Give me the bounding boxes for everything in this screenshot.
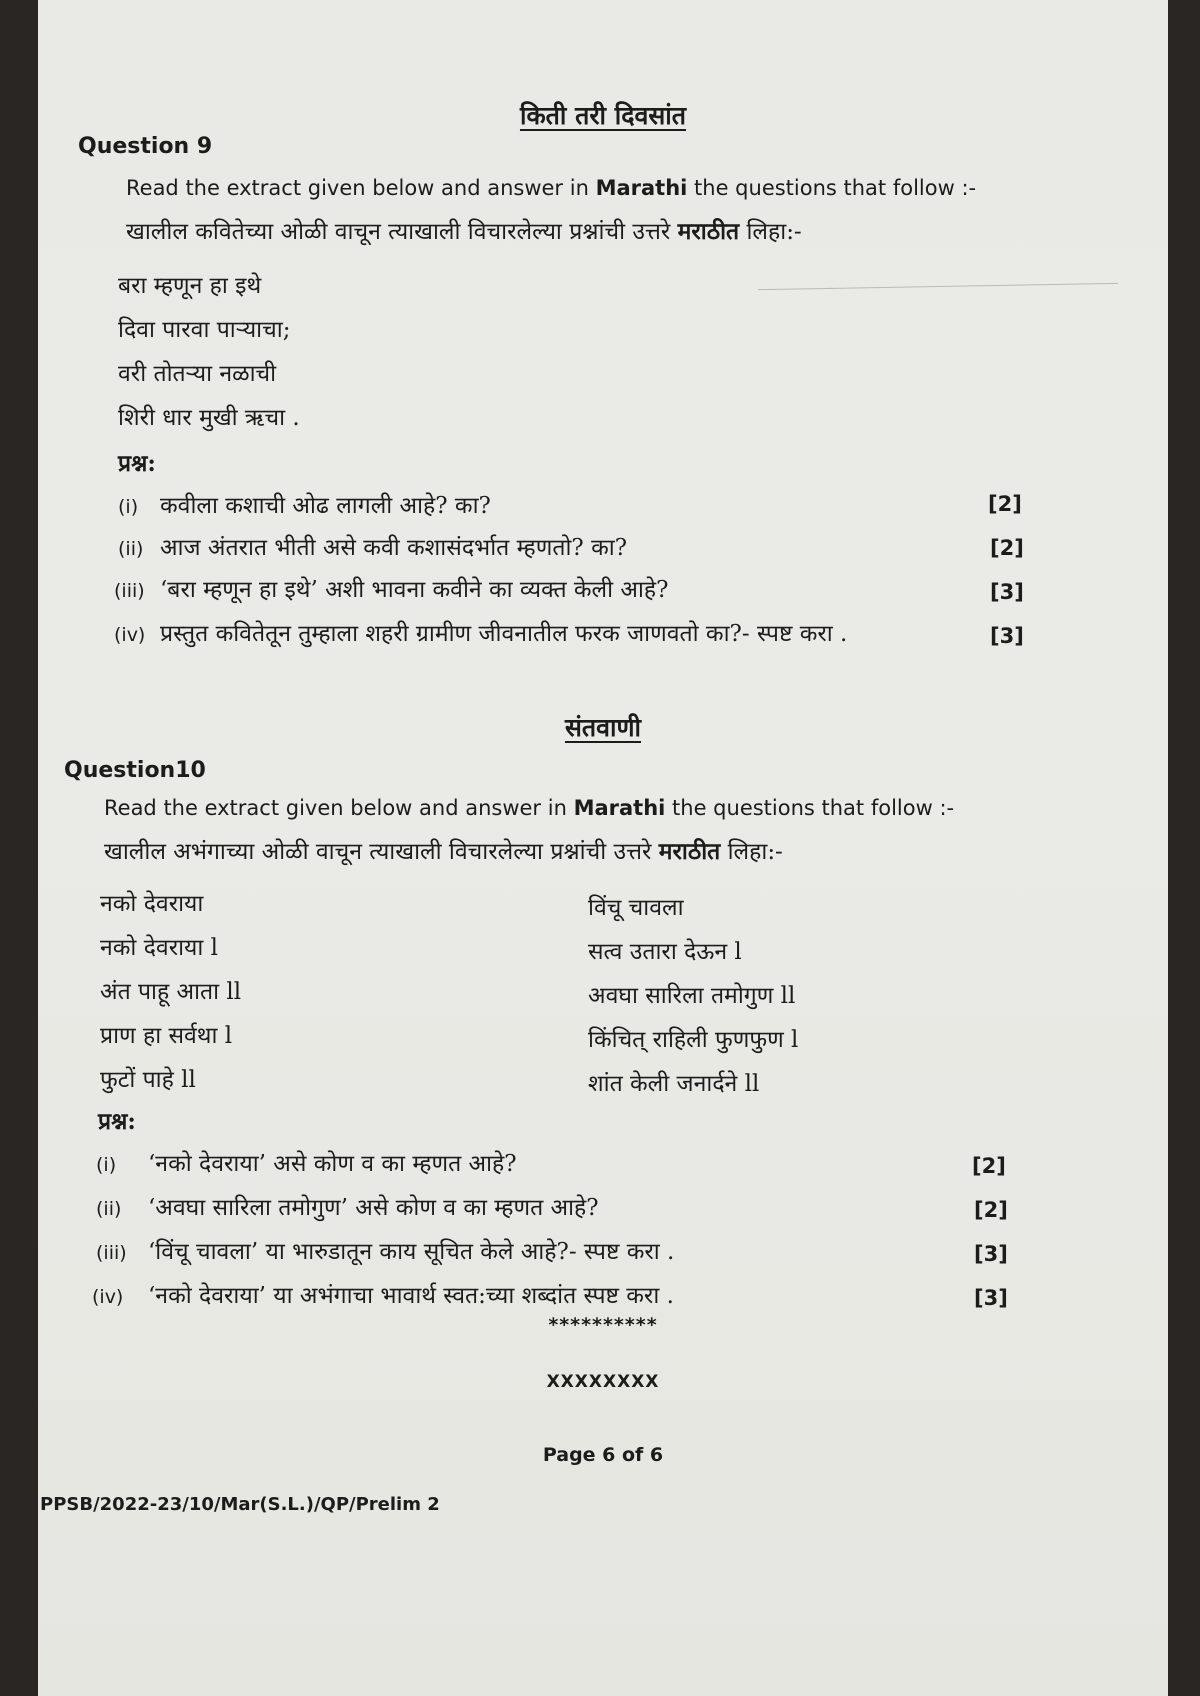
q9-question-row: (iv) प्रस्तुत कवितेतून तुम्हाला शहरी ग्रामीण जीवनातील फरक जाणवतो का?- स्पष्ट करा . [114,621,848,647]
q10-poem-left-line: अंत पाहू आता ll [100,979,242,1005]
q9-instruction-en: Read the extract given below and answer in Marathi the questions that follow :- [126,176,977,200]
paper-code: PPSB/2022-23/10/Mar(S.L.)/QP/Prelim 2 [40,1494,440,1515]
q10-instruction-en: Read the extract given below and answer in Marathi the questions that follow :- [104,796,955,820]
q10-marks: [2] [972,1154,1006,1178]
page-number: Page 6 of 6 [542,1444,664,1466]
q10-poem-right-line: सत्व उतारा देऊन l [588,939,742,965]
q10-marks: [3] [974,1286,1008,1310]
q10-poem-left-line: नको देवराया [100,891,204,917]
q9-heading: Question 9 [78,134,213,159]
pencil-mark [758,283,1118,290]
q9-question-row: (ii) आज अंतरात भीती असे कवी कशासंदर्भात म्हणतो? का? [118,535,628,561]
q10-poem-right-line: शांत केली जनार्दने ll [588,1071,760,1097]
q10-section-title: संतवाणी [564,713,642,742]
q9-marks: [3] [990,580,1024,604]
q9-question-row: (iii) ‘बरा म्हणून हा इथे’ अशी भावना कवीने का व्यक्त केली आहे? [114,577,669,603]
question-paper-page [38,0,1168,1696]
q9-question-row: (i) कवीला कशाची ओढ लागली आहे? का? [118,493,491,519]
q10-question-row: (iii) ‘विंचू चावला’ या भारुडातून काय सूचित केले आहे?- स्पष्ट करा . [96,1239,675,1265]
q9-section-title: किती तरी दिवसांत [519,101,687,130]
q9-marks: [2] [990,536,1024,560]
q9-poem-line: दिवा पारवा पाऱ्याचा; [118,317,291,343]
q9-instruction-mr: खालील कवितेच्या ओळी वाचून त्याखाली विचारलेल्या प्रश्नांची उत्तरे मराठीत लिहा:- [126,218,802,245]
q10-question-row: (ii) ‘अवघा सारिला तमोगुण’ असे कोण व का म्हणत आहे? [96,1195,599,1221]
q10-poem-right-line: किंचित् राहिली फुणफुण l [588,1027,799,1053]
q10-poem-left-line: फुटों पाहे ll [100,1067,196,1093]
q9-poem-line: वरी तोतऱ्या नळाची [118,361,277,387]
q10-question-row: (i) ‘नको देवराया’ असे कोण व का म्हणत आहे? [96,1151,517,1177]
q9-poem-line: शिरी धार मुखी ऋचा . [118,405,300,431]
q10-marks: [2] [974,1198,1008,1222]
q10-marks: [3] [974,1242,1008,1266]
q9-marks: [3] [990,624,1024,648]
q10-prashna-label: प्रश्न: [98,1108,136,1135]
q10-poem-left-line: प्राण हा सर्वथा l [100,1023,233,1049]
q10-question-row: (iv) ‘नको देवराया’ या अभंगाचा भावार्थ स्वत:च्या शब्दांत स्पष्ट करा . [92,1283,674,1309]
q9-prashna-label: प्रश्न: [118,450,156,477]
q9-poem-line: बरा म्हणून हा इथे [118,273,262,299]
q10-poem-left-line: नको देवराया l [100,935,219,961]
end-stars: ********** [548,1314,658,1336]
q10-poem-right-line: अवघा सारिला तमोगुण ll [588,983,796,1009]
q9-marks: [2] [988,492,1022,516]
q10-heading: Question10 [64,758,206,783]
end-marker: XXXXXXXX [546,1372,660,1392]
q10-poem-right-line: विंचू चावला [588,895,684,921]
q10-instruction-mr: खालील अभंगाच्या ओळी वाचून त्याखाली विचारलेल्या प्रश्नांची उत्तरे मराठीत लिहा:- [104,838,783,865]
